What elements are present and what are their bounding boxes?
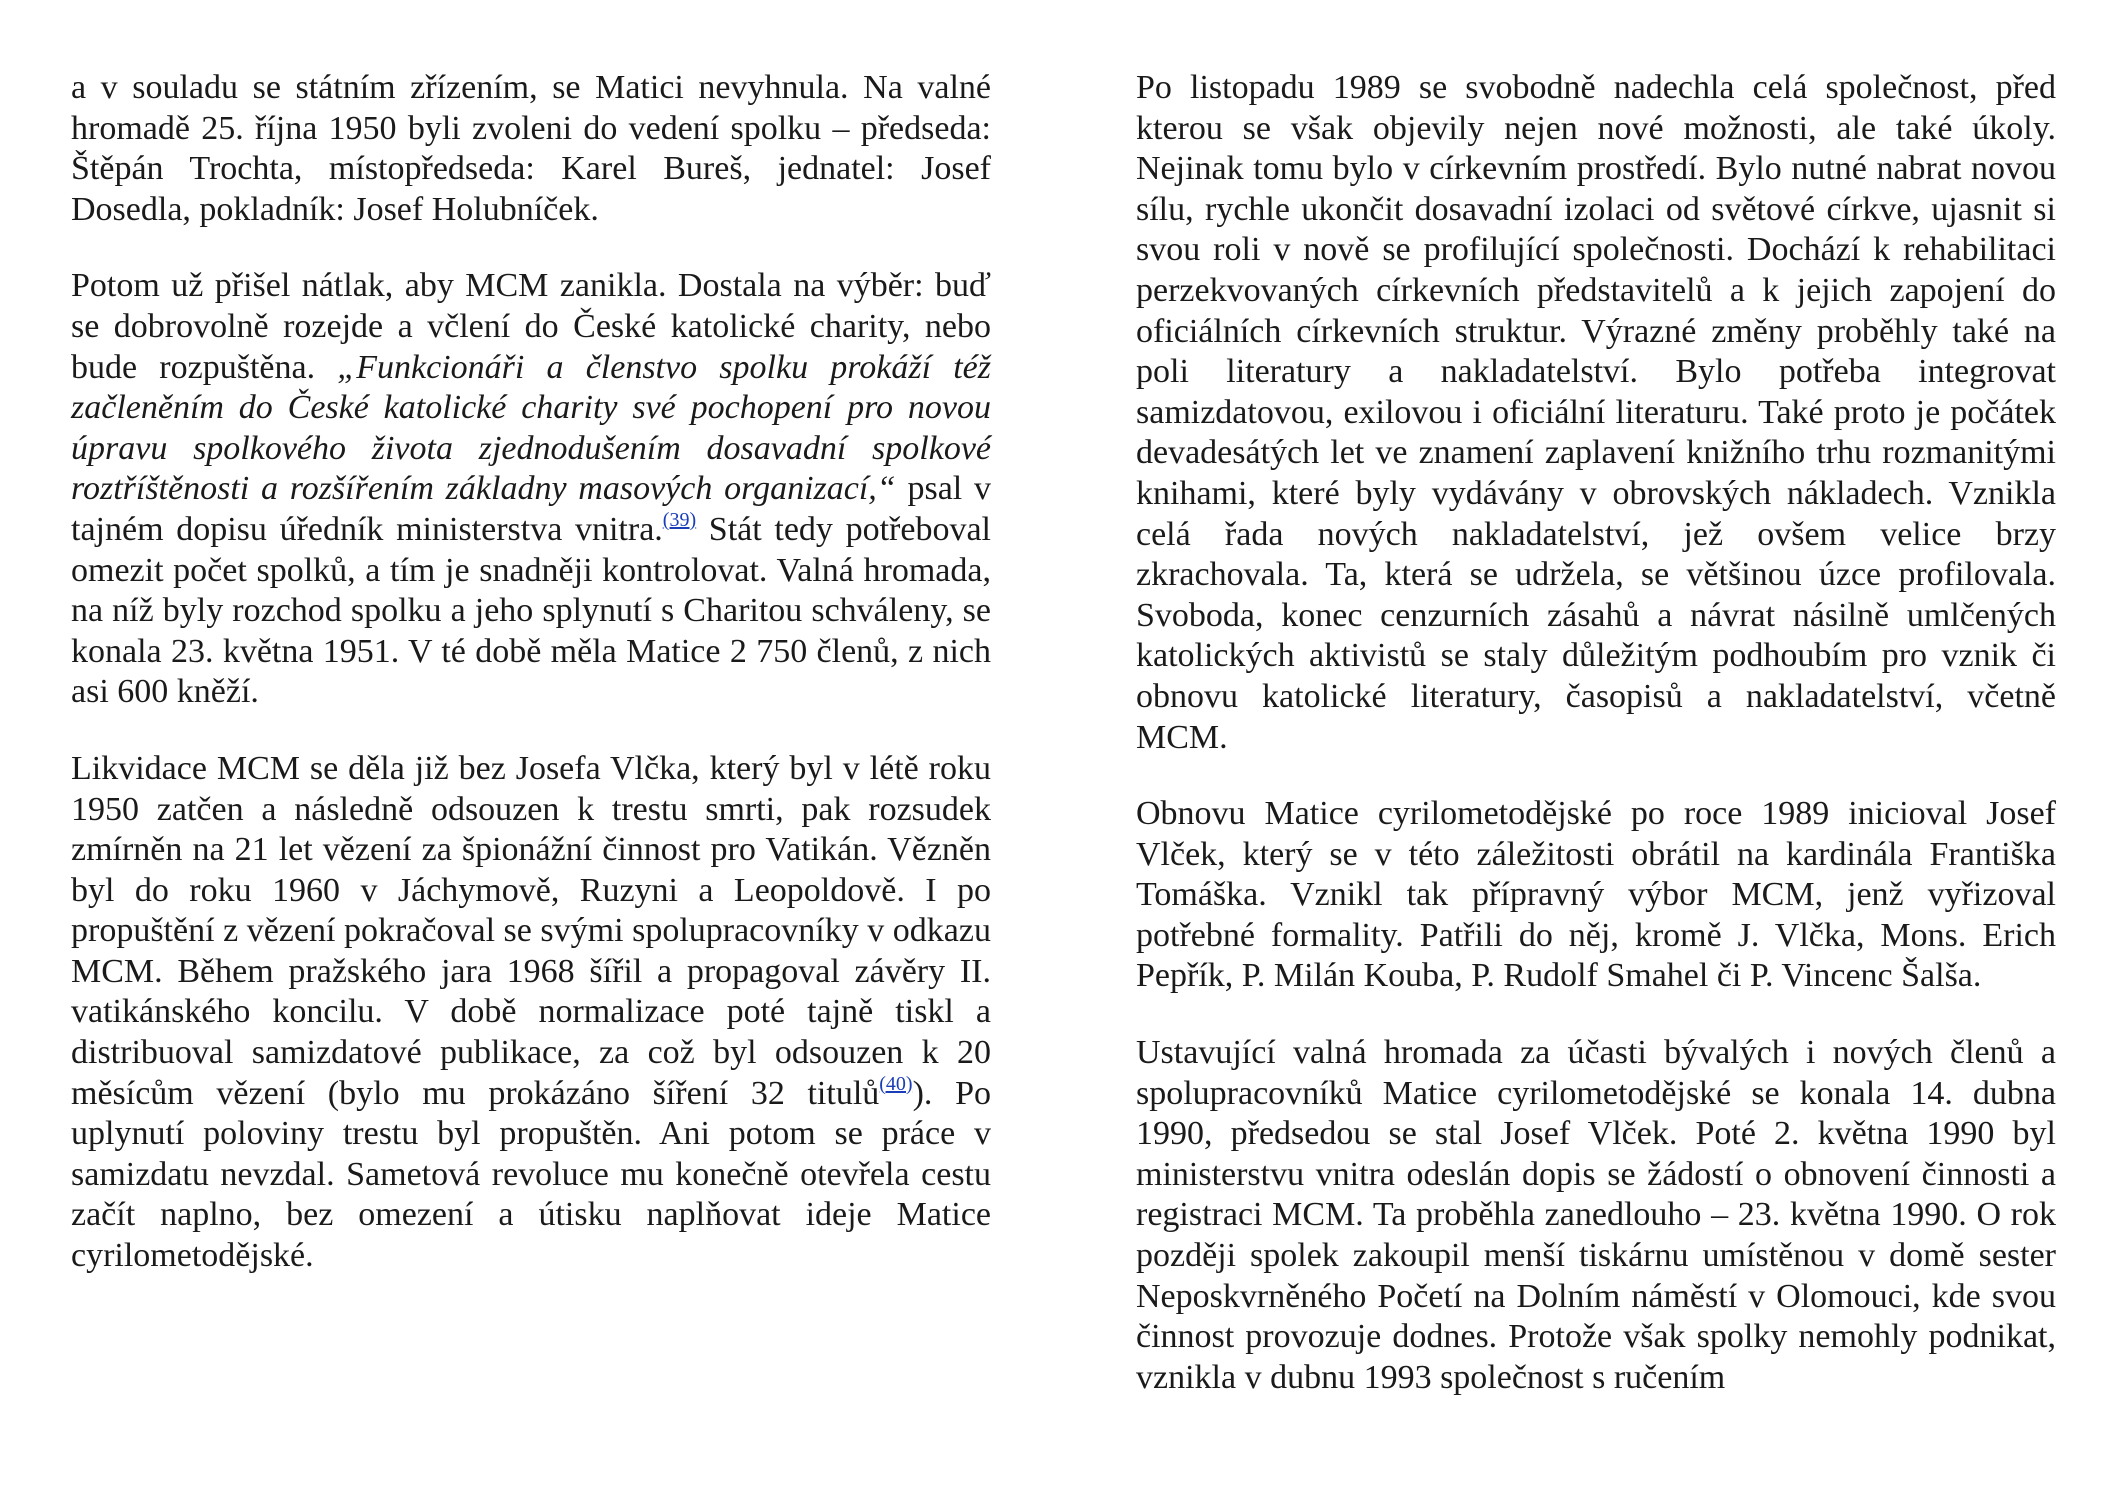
paragraph-text: Potom už přišel nátlak, aby MCM zanikla. Dostala na výběr: buď se dobrovolně rozejde a včlení do České katolické charity, nebo bude rozpuštěna. bbox=[71, 267, 991, 386]
paragraph-valna-hromada-1950: a v souladu se státním zřízením, se Matici nevyhnula. Na valné hromadě 25. října 1950 byli zvoleni do vedení spolku – předseda: Štěpán Trochta, místopředseda: Karel Bureš, jednatel: Josef Dosedla, pokladník: Josef Holubníček. bbox=[71, 69, 991, 228]
paragraph-text: ). Po uplynutí poloviny trestu byl propuštěn. Ani potom se práce v samizdatu nevzdal. Sametová revoluce mu konečně otevřela cestu začít naplno, bez omezení a útisku naplňovat ideje Matice cyrilometodějské. bbox=[71, 1074, 991, 1275]
paragraph-text: Likvidace MCM se děla již bez Josefa Vlčka, který byl v létě roku 1950 zatčen a následně odsouzen k trestu smrti, pak rozsudek zmírněn na 21 let vězení za špionážní činnost pro Vatikán. Vězněn byl do roku 1960 v Jáchymově, Ruzyni a Leopoldově. I po propuštění z vězení pokračoval se svými spolupracovníky v odkazu MCM. Během pražského jara 1968 šířil a propagoval závěry II. vatikánského koncilu. V době normalizace poté tajně tiskl a distribuoval samizdatové publikace, za což byl odsouzen k 20 měsícům vězení (bylo mu prokázáno šíření 32 titulů bbox=[71, 749, 991, 1112]
footnote-link-39[interactable]: (39) bbox=[662, 508, 697, 531]
right-column bbox=[1136, 68, 2056, 1434]
paragraph-natlak-zaniknuti bbox=[71, 266, 991, 713]
paragraph-po-listopadu-1989: Po listopadu 1989 se svobodně nadechla celá společnost, před kterou se však objevily nejen nové možnosti, ale také úkoly. Nejinak tomu bylo v církevním prostředí. Bylo nutné nabrat novou sílu, rychle ukončit dosavadní izolaci od světové církve, ujasnit si svou roli v nově se profilující společnosti. Dochází k rehabilitaci perzekvovaných církevních představitelů a k jejich zapojení do oficiálních církevních struktur. Výrazné změny proběhly také na poli literatury a nakladatelství. Bylo potřeba integrovat samizdatovou, exilovou i oficiální literaturu. Také proto je počátek devadesátých let ve znamení zaplavení knižního trhu rozmanitými knihami, které byly vydávány v obrovských nákladech. Vznikla celá řada nových nakladatelství, jež ovšem velice brzy zkrachovala. Ta, která se udržela, se většinou úzce profilovala. Svoboda, konec cenzurních zásahů a návrat násilně umlčených katolických aktivistů se staly důležitým podhoubím pro vznik či obnovu katolické literatury, časopisů a nakladatelství, včetně MCM. bbox=[1136, 69, 2056, 756]
paragraph-text: psal v tajném dopisu úředník ministerstva vnitra. bbox=[71, 470, 991, 548]
paragraph-likvidace-mcm bbox=[71, 749, 991, 1277]
footnote-link-40[interactable]: (40) bbox=[879, 1072, 913, 1095]
footnote-marker-39 bbox=[663, 509, 696, 531]
left-column bbox=[71, 68, 991, 1313]
footnote-marker-40 bbox=[879, 1073, 912, 1095]
paragraph-text: Stát tedy potřeboval omezit počet spolků, a tím je snadněji kontrolovat. Valná hromada, na níž byly rozchod spolku a jeho splynutí s Charitou schváleny, se konala 23. května 1951. V té době měla Matice 2 750 členů, z nich asi 600 kněží. bbox=[71, 510, 992, 711]
italic-quote: „Funkcionáři a členstvo spolku prokáží též začleněním do České katolické charity své pochopení pro novou úpravu spolkového života zjednodušením dosavadní spolkové roztříštěnosti a rozšířením základny masových organizací,“ bbox=[71, 348, 992, 508]
paragraph-obnova-matice: Obnovu Matice cyrilometodějské po roce 1989 inicioval Josef Vlček, který se v této záležitosti obrátil na kardinála Františka Tomáška. Vznikl tak přípravný výbor MCM, jenž vyřizoval potřebné formality. Patřili do něj, kromě J. Vlčka, Mons. Erich Pepřík, P. Milán Kouba, P. Rudolf Smahel či P. Vincenc Šalša. bbox=[1136, 795, 2056, 995]
paragraph-ustavujici-hromada: Ustavující valná hromada za účasti bývalých i nových členů a spolupracovníků Matice cyrilometodějské se konala 14. dubna 1990, předsedou se stal Josef Vlček. Poté 2. května 1990 byl ministerstvu vnitra odeslán dopis se žádostí o obnovení činnosti a registraci MCM. Ta proběhla zanedlouho – 23. května 1990. O rok později spolek zakoupil menší tiskárnu umístěnou v domě sester Neposkvrněného Početí na Dolním náměstí v Olomouci, kde svou činnost provozuje dodnes. Protože však spolky nemohly podnikat, vznikla v dubnu 1993 společnost s ručením bbox=[1136, 1034, 2056, 1396]
